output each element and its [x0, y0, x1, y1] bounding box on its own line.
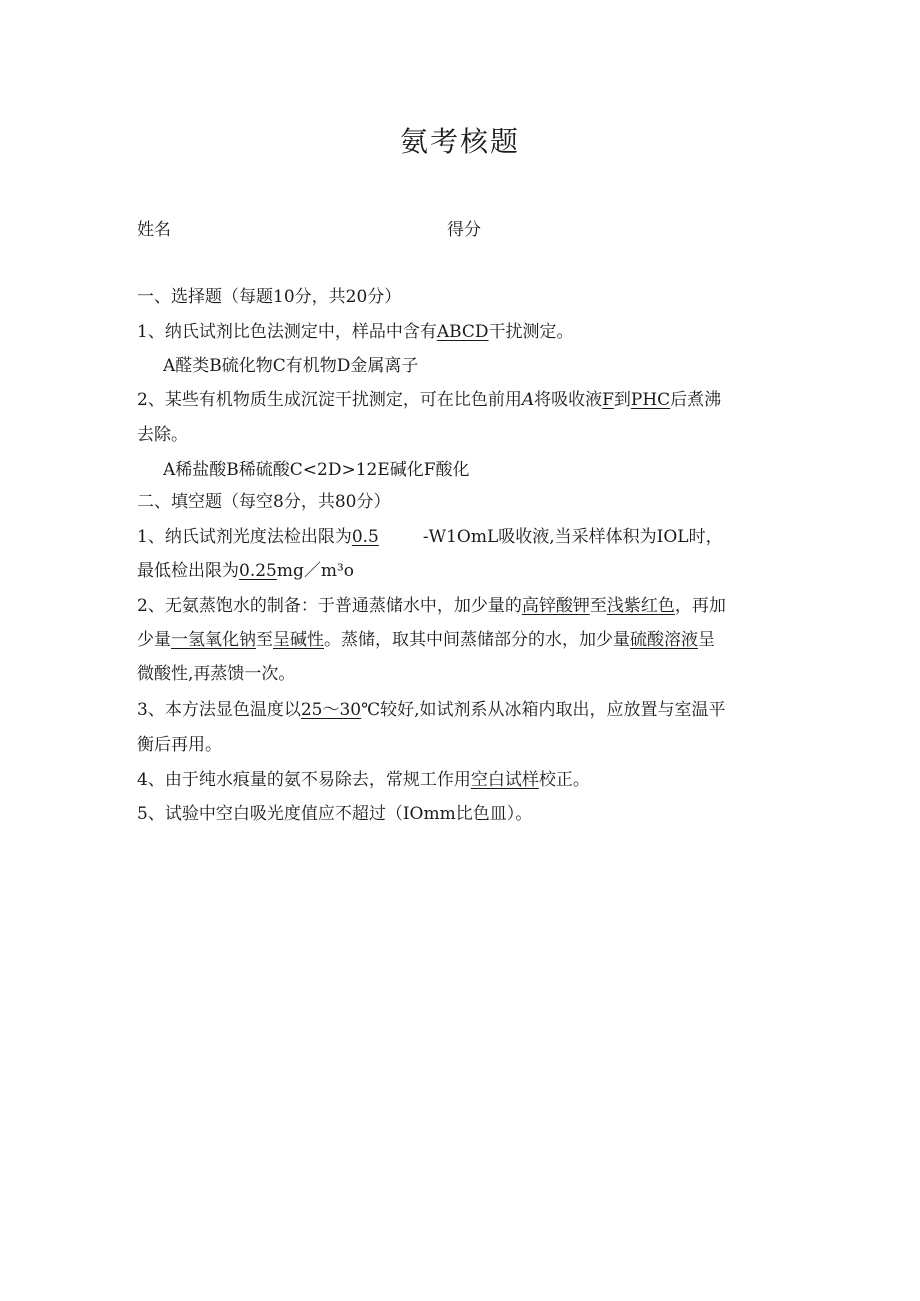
section1-heading: 一、选择题（每题10分，共20分）	[137, 287, 402, 307]
s2-q2-answer-3: 一氢氧化钠	[171, 630, 256, 650]
s2-q1-line2-suffix: mg／m³o	[276, 561, 355, 581]
s2-q2-mid-3: 。蒸储，取其中间蒸储部分的水，加少量	[324, 630, 630, 650]
s2-q2-mid-1: 至	[589, 596, 607, 616]
s2-question-3	[137, 699, 726, 721]
s1-q1-prefix: 1、纳氏试剂比色法测定中，样品中含有	[137, 322, 437, 342]
s1-q1-suffix: 干扰测定。	[488, 322, 574, 342]
s2-q2-line3: 微酸性,再蒸馈一次。	[137, 664, 296, 684]
s2-q2-mid-2: 至	[256, 630, 273, 650]
s2-q2-prefix: 2、无氨蒸饱水的制备：于普通蒸储水中，加少量的	[137, 596, 522, 616]
s2-q4-prefix: 4、由于纯水痕量的氨不易除去，常规工作用	[137, 770, 471, 790]
s2-q3-suffix: ℃较好,如试剂系从冰箱内取出，应放置与室温平	[361, 700, 726, 720]
score-label: 得分	[447, 220, 481, 240]
s2-q2-answer-2: 浅紫红色	[606, 596, 675, 616]
s2-q2-answer-4: 呈碱性	[273, 630, 324, 650]
s2-q1-prefix: 1、纳氏试剂光度法检出限为	[137, 527, 352, 547]
s2-q2-answer-5: 硫酸溶液	[630, 630, 698, 650]
s1-q2-answer-3: PHC	[630, 390, 671, 410]
s1-q2-answer-2: F	[602, 390, 614, 410]
document-title: 氨考核题	[399, 125, 520, 158]
section2-heading: 二、填空题（每空8分，共80分）	[137, 492, 391, 512]
s1-question-1	[137, 321, 574, 343]
s2-q1-answer-2: 0.25	[239, 561, 277, 581]
s2-q2-line2	[137, 629, 715, 651]
s1-question-2	[137, 389, 721, 411]
s1-q1-answer: ABCD	[436, 322, 489, 342]
s2-q3-line2: 衡后再用。	[137, 735, 222, 755]
name-label: 姓名	[137, 220, 171, 240]
s1-q2-line2: 去除。	[137, 425, 188, 445]
s2-question-1	[137, 526, 723, 548]
s2-q4-answer: 空白试样	[470, 770, 539, 790]
s2-q1-line2-prefix: 最低检出限为	[137, 561, 239, 581]
s2-question-5: 5、试验中空白吸光度值应不超过（IOmm比色皿）。	[137, 804, 533, 824]
s1-q2-answer-1: A	[521, 390, 535, 410]
s2-q2-suffix-1: ，再加	[674, 596, 726, 616]
s2-question-2	[137, 595, 726, 617]
s1-q2-prefix: 2、某些有机物质生成沉淀干扰测定，可在比色前用	[137, 390, 522, 410]
s2-q4-suffix: 校正。	[538, 770, 590, 790]
s1-q2-options: A稀盐酸B稀硫酸C<2D>12E碱化F酸化	[163, 460, 470, 480]
s2-q1-line2	[137, 560, 354, 582]
s2-question-4	[137, 769, 590, 791]
s1-q2-suffix: 后煮沸	[670, 390, 722, 410]
s2-q1-answer-1: 0.5	[351, 527, 379, 547]
s2-q2-answer-1: 高锌酸钾	[521, 596, 590, 616]
s1-q1-options: A醛类B硫化物C有机物D金属离子	[163, 356, 419, 376]
s2-q3-answer: 25～30	[300, 700, 362, 720]
s2-q2-suffix-2: 呈	[698, 630, 715, 650]
s2-q3-prefix: 3、本方法显色温度以	[137, 700, 301, 720]
s1-q2-mid-1: 将吸收液	[534, 390, 603, 410]
s2-q2-line2-prefix: 少量	[137, 630, 171, 650]
s2-q1-mid: -W1OmL吸收液,当采样体积为IOL时，	[422, 527, 723, 547]
s1-q2-mid-2: 到	[613, 390, 631, 410]
